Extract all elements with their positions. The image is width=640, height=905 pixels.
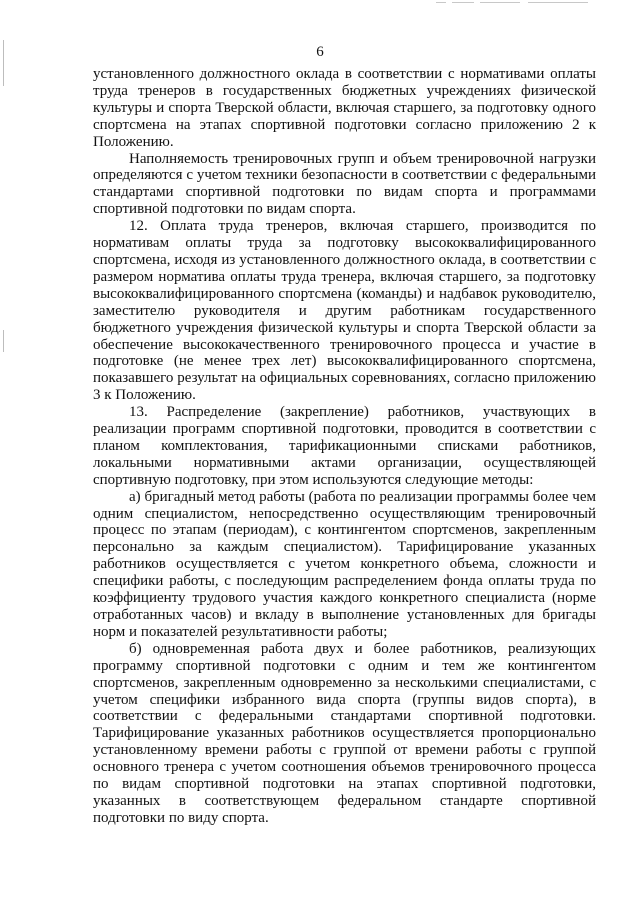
paragraph-method-b: б) одновременная работа двух и более работников, реализующих программу спортивной подготовки с одним и тем же контингентом спортсменов, закрепленным одновременно за несколькими специалистами, с учетом специфики избранного вида спорта (группы видов спорта), в соответствии с федеральными стандартами спортивной подготовки. Тарифицирование указанных работников осуществляется пропорционально установленному времени работы с группой от времени работы с группой основного тренера с учетом соотношения объемов тренировочного процесса по видам спортивной подготовки на этапах спортивной подготовки, указанных в соответствующем федеральном стандарте спортивной подготовки по виду спорта. [93,640,596,826]
document-body [93,66,596,827]
paragraph-item-12: 12. Оплата труда тренеров, включая старшего, производится по нормативам оплаты труда за подготовку высококвалифицированного спортсмена, исходя из установленного должностного оклада, в соответствии с размером норматива оплаты труда тренера, включая старшего, за подготовку высококвалифицированного спортсмена (команды) и надбавок руководителю, заместителю руководителя и другим работникам государственного бюджетного учреждения физической культуры и спорта Тверской области за обеспечение высококачественного тренировочного процесса и участие в подготовке (не менее трех лет) высококвалифицированного спортсмена, показавшего результат на официальных соревнованиях, согласно приложению 3 к Положению. [93,218,596,404]
paragraph-salary-continuation: установленного должностного оклада в соответствии с нормативами оплаты труда тренеров в государственных бюджетных учреждениях физической культуры и спорта Тверской области, включая старшего, за подготовку одного спортсмена на этапах спортивной подготовки согласно приложению 2 к Положению. [93,66,596,150]
scan-artifact-marks [400,0,640,8]
paragraph-group-occupancy: Наполняемость тренировочных групп и объем тренировочной нагрузки определяются с учетом техники безопасности в соответствии с федеральными стандартами спортивной подготовки по видам спорта и программами спортивной подготовки по видам спорта. [93,150,596,218]
page-number: 6 [316,44,324,60]
paragraph-item-13: 13. Распределение (закрепление) работников, участвующих в реализации программ спортивной подготовки, проводится в соответствии с планом комплектования, тарификационными списками работников, локальными нормативными актами организации, осуществляющей спортивную подготовку, при этом используются следующие методы: [93,404,596,488]
paragraph-method-a: а) бригадный метод работы (работа по реализации программы более чем одним специалистом, непосредственно осуществляющим тренировочный процесс по этапам (периодам), с контингентом спортсменов, закрепленным персонально за каждым специалистом). Тарифицирование указанных работников осуществляется с учетом конкретного объема, сложности и специфики работы, с последующим распределением фонда оплаты труда по коэффициенту трудового участия каждого конкретного специалиста (норме отработанных часов) и вкладу в выполнение установленных для бригады норм и показателей результативности работы; [93,488,596,640]
scan-edge-mark [3,330,4,352]
